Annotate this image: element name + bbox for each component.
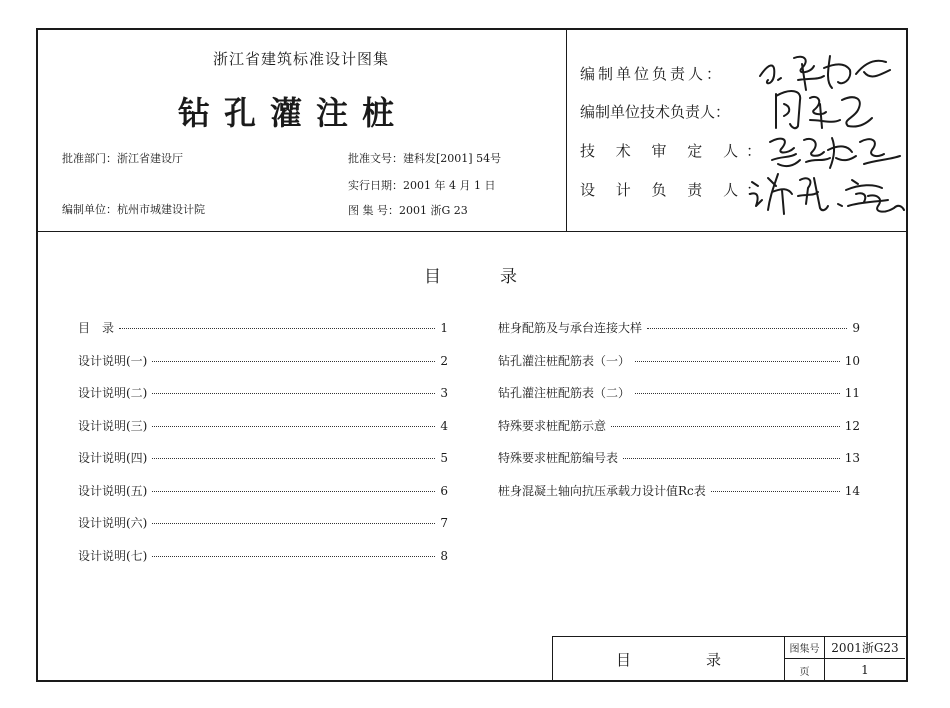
toc-item-title: 设计说明(一) (78, 353, 148, 368)
toc-right-column (498, 319, 860, 514)
effective-date: 实行日期：2001 年 4 月 1 日 (348, 179, 496, 192)
toc-item[interactable] (78, 449, 448, 482)
toc-leader (152, 556, 435, 557)
atlas-title: 钻孔灌注桩 (178, 94, 409, 132)
toc-item-title: 设计说明(三) (78, 418, 148, 433)
toc-item-page: 11 (844, 386, 860, 400)
toc-leader (635, 361, 840, 362)
atlas-no-label: 图集号 (785, 637, 825, 659)
toc-item-title: 设计说明(五) (78, 483, 148, 498)
technical-head-label: 编制单位技术负责人： (580, 103, 731, 121)
toc-item[interactable] (498, 352, 860, 385)
header-vertical-divider (566, 30, 567, 231)
toc-item[interactable] (78, 547, 448, 580)
series-title: 浙江省建筑标准设计图集 (213, 50, 390, 68)
toc-item-page: 8 (440, 548, 448, 563)
header-divider (38, 231, 906, 232)
toc-item-title: 桩身混凝土轴向抗压承载力设计值Rc表 (498, 483, 706, 498)
toc-item[interactable] (78, 384, 448, 417)
toc-item[interactable] (498, 417, 860, 450)
toc-item[interactable] (78, 352, 448, 385)
toc-item-title: 钻孔灌注桩配筋表（一） (498, 353, 631, 368)
toc-item-page: 4 (440, 418, 448, 433)
toc-item-page: 14 (844, 483, 860, 498)
design-lead-signatures (748, 166, 908, 226)
toc-leader (711, 491, 840, 492)
toc-item-title: 特殊要求桩配筋示意 (498, 418, 607, 433)
toc-item-page: 13 (844, 451, 860, 465)
toc-item[interactable] (498, 482, 860, 515)
technical-reviewer-label: 技 术 审 定 人： (580, 142, 770, 160)
toc-item[interactable] (78, 319, 448, 352)
toc-item-page: 9 (852, 321, 860, 335)
toc-leader (119, 328, 435, 329)
compiling-unit: 编制单位：杭州市城建设计院 (62, 203, 205, 216)
page-value: 1 (861, 663, 869, 678)
toc-item-title: 桩身配筋及与承台连接大样 (498, 321, 643, 335)
toc-item[interactable] (78, 417, 448, 450)
toc-leader (152, 458, 435, 459)
toc-left-column (78, 319, 448, 579)
toc-item-page: 12 (844, 418, 860, 433)
toc-item-title: 目 录 (78, 321, 115, 335)
toc-item-title: 设计说明(六) (78, 516, 148, 530)
unit-head-label: 编制单位负责人： (580, 65, 725, 83)
toc-heading-lu: 录 (500, 267, 517, 287)
toc-item-title: 特殊要求桩配筋编号表 (498, 451, 619, 465)
toc-leader (152, 361, 435, 362)
toc-item[interactable] (498, 449, 860, 482)
toc-leader (152, 523, 435, 524)
toc-item-page: 7 (440, 516, 448, 530)
toc-leader (152, 491, 435, 492)
toc-item[interactable] (498, 319, 860, 352)
page-label: 页 (785, 659, 825, 682)
drawing-frame (36, 28, 908, 682)
atlas-number: 图 集 号：2001 浙G 23 (348, 204, 468, 217)
toc-leader (611, 426, 840, 427)
toc-item[interactable] (78, 482, 448, 515)
approval-department: 批准部门：浙江省建设厅 (62, 152, 183, 165)
toc-item-title: 设计说明(七) (78, 548, 148, 563)
title-block (552, 636, 906, 682)
technical-head-signature (770, 84, 880, 134)
toc-leader (635, 393, 840, 394)
toc-heading-mu: 目 (424, 267, 441, 287)
toc-item-page: 1 (440, 321, 448, 335)
atlas-no-value: 2001浙G23 (825, 637, 905, 659)
toc-item-page: 10 (844, 353, 860, 368)
toc-item-page: 3 (440, 386, 448, 400)
toc-item-title: 钻孔灌注桩配筋表（二） (498, 386, 631, 400)
toc-leader (152, 426, 435, 427)
toc-item-page: 5 (440, 451, 448, 465)
title-block-name: 目 录 (553, 637, 785, 682)
toc-leader (623, 458, 840, 459)
toc-leader (647, 328, 847, 329)
toc-item-page: 6 (440, 483, 448, 498)
toc-leader (152, 393, 435, 394)
toc-item[interactable] (498, 384, 860, 417)
toc-item[interactable] (78, 514, 448, 547)
approval-document-number: 批准文号：建科发[2001] 54号 (348, 152, 502, 165)
design-lead-label: 设 计 负 责 人： (580, 181, 770, 199)
toc-item-page: 2 (440, 353, 448, 368)
toc-item-title: 设计说明(二) (78, 386, 148, 400)
toc-item-title: 设计说明(四) (78, 451, 148, 465)
